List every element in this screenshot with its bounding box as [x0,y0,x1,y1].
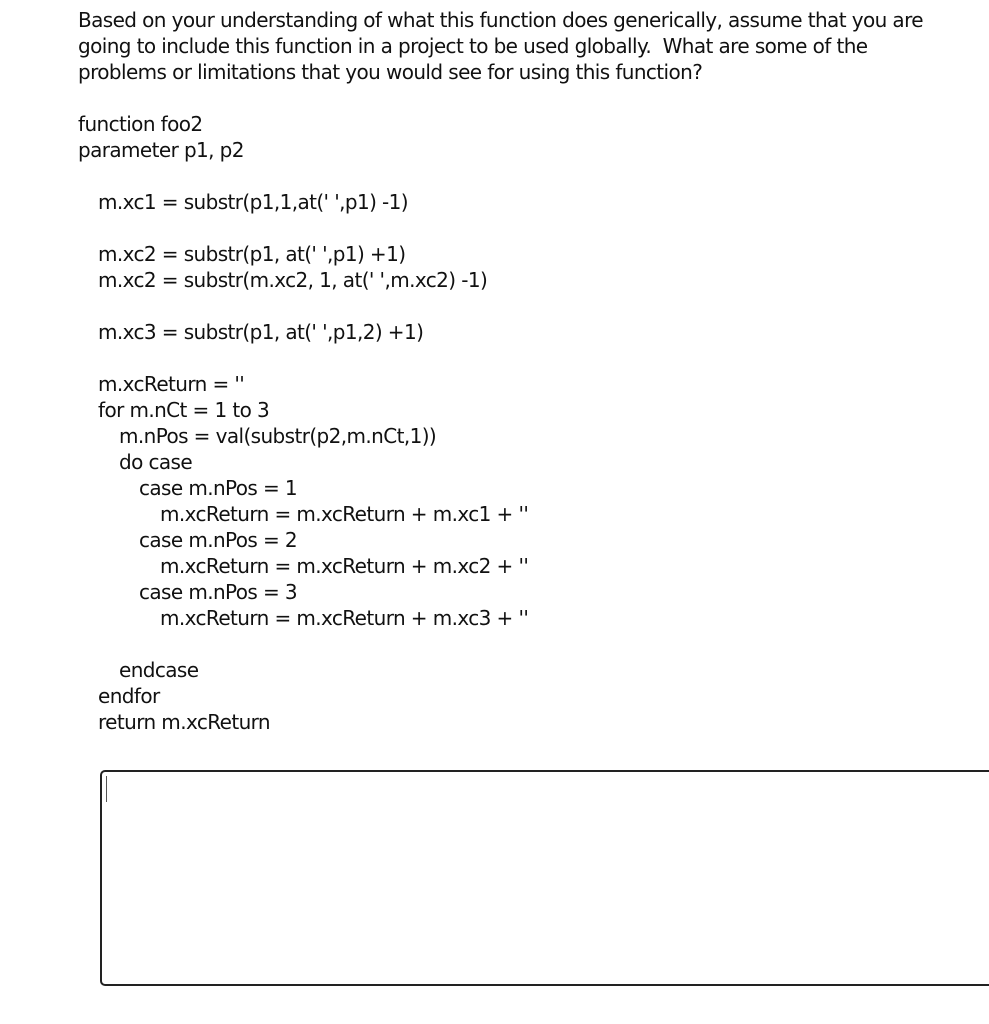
code-line: m.xc2 = substr(p1, at(' ',p1) +1) [98,242,406,266]
code-line: m.xcReturn = '' [98,372,245,396]
code-line: m.xc2 = substr(m.xc2, 1, at(' ',m.xc2) -1) [98,268,488,292]
code-line: for m.nCt = 1 to 3 [98,398,270,422]
code-blank-line [78,163,958,189]
code-line: case m.nPos = 2 [139,528,298,552]
code-line: function foo2 [78,112,203,136]
code-line: m.xcReturn = m.xcReturn + m.xc3 + '' [160,606,529,630]
code-line: parameter p1, p2 [78,138,244,162]
code-line: endcase [119,658,199,682]
code-line: case m.nPos = 1 [139,476,298,500]
code-line: endfor [98,684,160,708]
code-listing [78,111,958,735]
code-line: m.xc3 = substr(p1, at(' ',p1,2) +1) [98,320,424,344]
answer-box[interactable] [100,770,989,986]
code-blank-line [78,293,958,319]
question-line: going to include this function in a project to be used globally. What are some of the [78,34,868,58]
code-line: case m.nPos = 3 [139,580,298,604]
code-line: do case [119,450,193,474]
code-line: return m.xcReturn [98,710,270,734]
code-line: m.nPos = val(substr(p2,m.nCt,1)) [119,424,437,448]
code-line: m.xcReturn = m.xcReturn + m.xc2 + '' [160,554,529,578]
question-text [78,7,978,85]
code-blank-line [78,631,958,657]
question-line: problems or limitations that you would see for using this function? [78,60,703,84]
code-line: m.xc1 = substr(p1,1,at(' ',p1) -1) [98,190,408,214]
question-line: Based on your understanding of what this function does generically, assume that you are [78,8,923,32]
answer-textarea[interactable] [104,774,989,980]
code-line: m.xcReturn = m.xcReturn + m.xc1 + '' [160,502,529,526]
code-blank-line [78,215,958,241]
code-blank-line [78,345,958,371]
